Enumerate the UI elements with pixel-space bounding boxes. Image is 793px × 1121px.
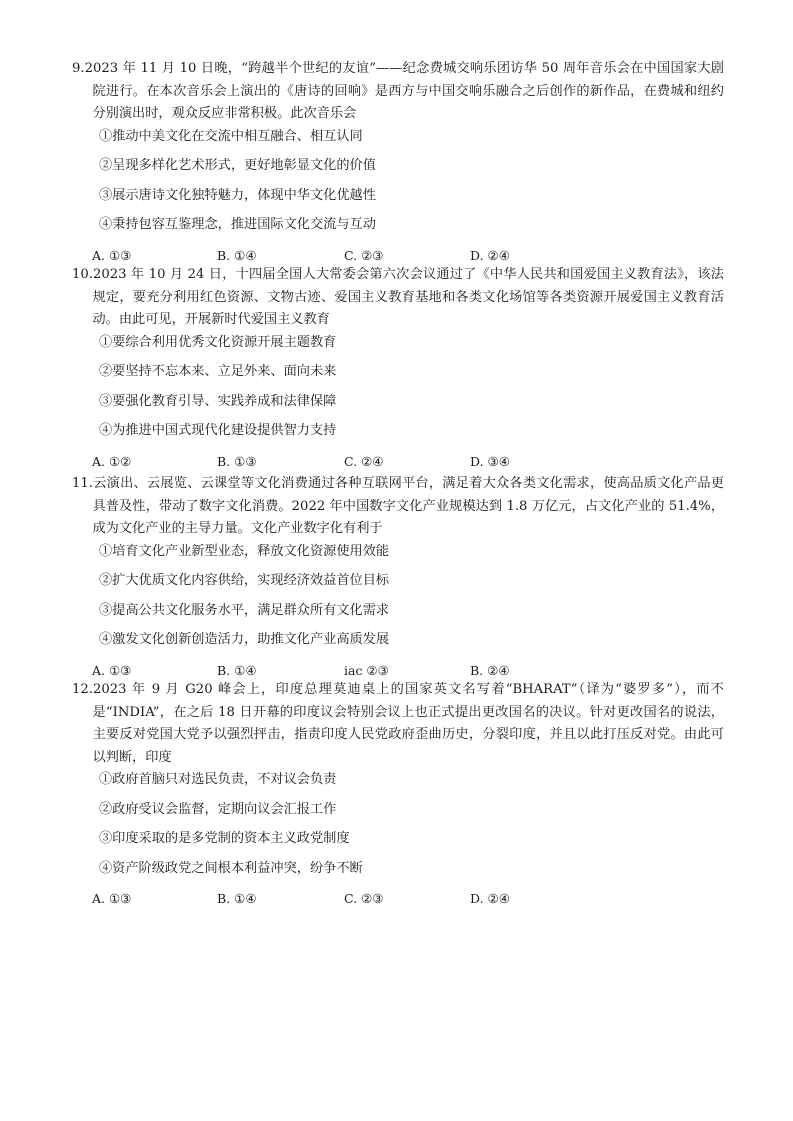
statement-item: ④激发文化创新创造活力，助推文化产业高质发展: [99, 632, 390, 647]
choice-d: D. ③④: [470, 453, 510, 469]
statement-item: ④资产阶级政党之间根本利益冲突，纷争不断: [99, 860, 363, 876]
answer-choices: [72, 888, 724, 910]
statement-item: ②政府受议会监督，定期向议会汇报工作: [99, 801, 337, 817]
statement-item: ②呈现多样化艺术形式，更好地彰显文化的价值: [99, 158, 376, 173]
question-9: [72, 58, 724, 267]
statement-list: [72, 332, 724, 450]
statement-list: [72, 126, 724, 244]
choice-c: C. ②③: [344, 891, 384, 906]
statement-item: ④为推进中国式现代化建设提供智力支持: [99, 423, 337, 438]
question-stem: 10.2023 年 10 月 24 日，十四届全国人大常委会第六次会议通过了《中华人民共和国爱国主义教育法》，该法规定，要充分利用红色资源、文物古迹、爱国主义教育基地和各类文化场馆等各类资源开展爱国主义教育活动。由此可见，开展新时代爱国主义教育: [72, 267, 724, 327]
choice-c: C. ②④: [344, 453, 384, 469]
statement-item: ④秉持包容互鉴理念，推进国际文化交流与互动: [99, 217, 376, 232]
statement-item: ③提高公共文化服务水平，满足群众所有文化需求: [99, 602, 390, 618]
choice-b: B. ①③: [217, 453, 257, 469]
question-stem: 12.2023 年 9 月 G20 峰会上，印度总理莫迪桌上的国家英文名写着“BHARAT”（译为“婆罗多”），而不是“INDIA”，在之后 18 日开幕的印度议会特别会议上也正式提出更改国名的决议。针对更改国名的说法，主要反对党国大党予以强烈抨击，指责印度人民党政府歪曲历史，分裂印度，并且以此打压反对党。由此可以判断，印度: [72, 682, 724, 765]
choice-b: B. ①④: [217, 247, 257, 263]
choice-c: iac ②③: [344, 662, 389, 678]
choice-d: D. ②④: [470, 247, 510, 263]
statement-item: ①培育文化产业新型业态，释放文化资源使用效能: [99, 543, 390, 559]
choice-a: A. ①③: [92, 662, 132, 678]
choice-d: B. ②④: [470, 662, 510, 678]
statement-item: ①政府首脑只对选民负责，不对议会负责: [99, 772, 337, 787]
statement-list: [72, 541, 724, 659]
statement-item: ②要坚持不忘本来、立足外来、面向未来: [99, 364, 337, 379]
question-stem: 11.云演出、云展览、云课堂等文化消费通过各种互联网平台，满足着大众各类文化需求，使高品质文化产品更具普及性，带动了数字文化消费。2022 年中国数字文化产业规模达到 1.8 万亿元，占文化产业的 51.4%，成为文化产业的主导力量。文化产业数字化有利于: [72, 476, 724, 536]
statement-item: ②扩大优质文化内容供给，实现经济效益首位目标: [99, 573, 390, 588]
question-stem: 9.2023 年 11 月 10 日晚，“跨越半个世纪的友谊”——纪念费城交响乐团访华 50 周年音乐会在中国国家大剧院进行。在本次音乐会上演出的《唐诗的回响》是西方与中国交响乐融合之后创作的新作品，在费城和纽约分别演出时，观众反应非常积极。此次音乐会: [72, 61, 724, 121]
choice-b: B. ①④: [217, 662, 257, 678]
answer-choices: [72, 451, 724, 473]
statement-item: ①推动中美文化在交流中相互融合、相互认同: [99, 128, 363, 144]
statement-item: ③要强化教育引导、实践养成和法律保障: [99, 393, 337, 409]
statement-list: [72, 769, 724, 887]
choice-d: D. ②④: [470, 891, 510, 906]
statement-item: ③印度采取的是多党制的资本主义政党制度: [99, 831, 350, 846]
question-11: [72, 473, 724, 682]
statement-item: ③展示唐诗文化独特魅力，体现中华文化优越性: [99, 187, 376, 203]
choice-a: A. ①③: [92, 247, 132, 263]
question-10: [72, 264, 724, 473]
choice-c: C. ②③: [344, 247, 384, 263]
choice-a: A. ①③: [92, 891, 132, 906]
statement-item: ①要综合利用优秀文化资源开展主题教育: [99, 334, 337, 350]
choice-b: B. ①④: [217, 891, 257, 906]
choice-a: A. ①②: [92, 453, 132, 469]
question-12: [72, 679, 724, 910]
